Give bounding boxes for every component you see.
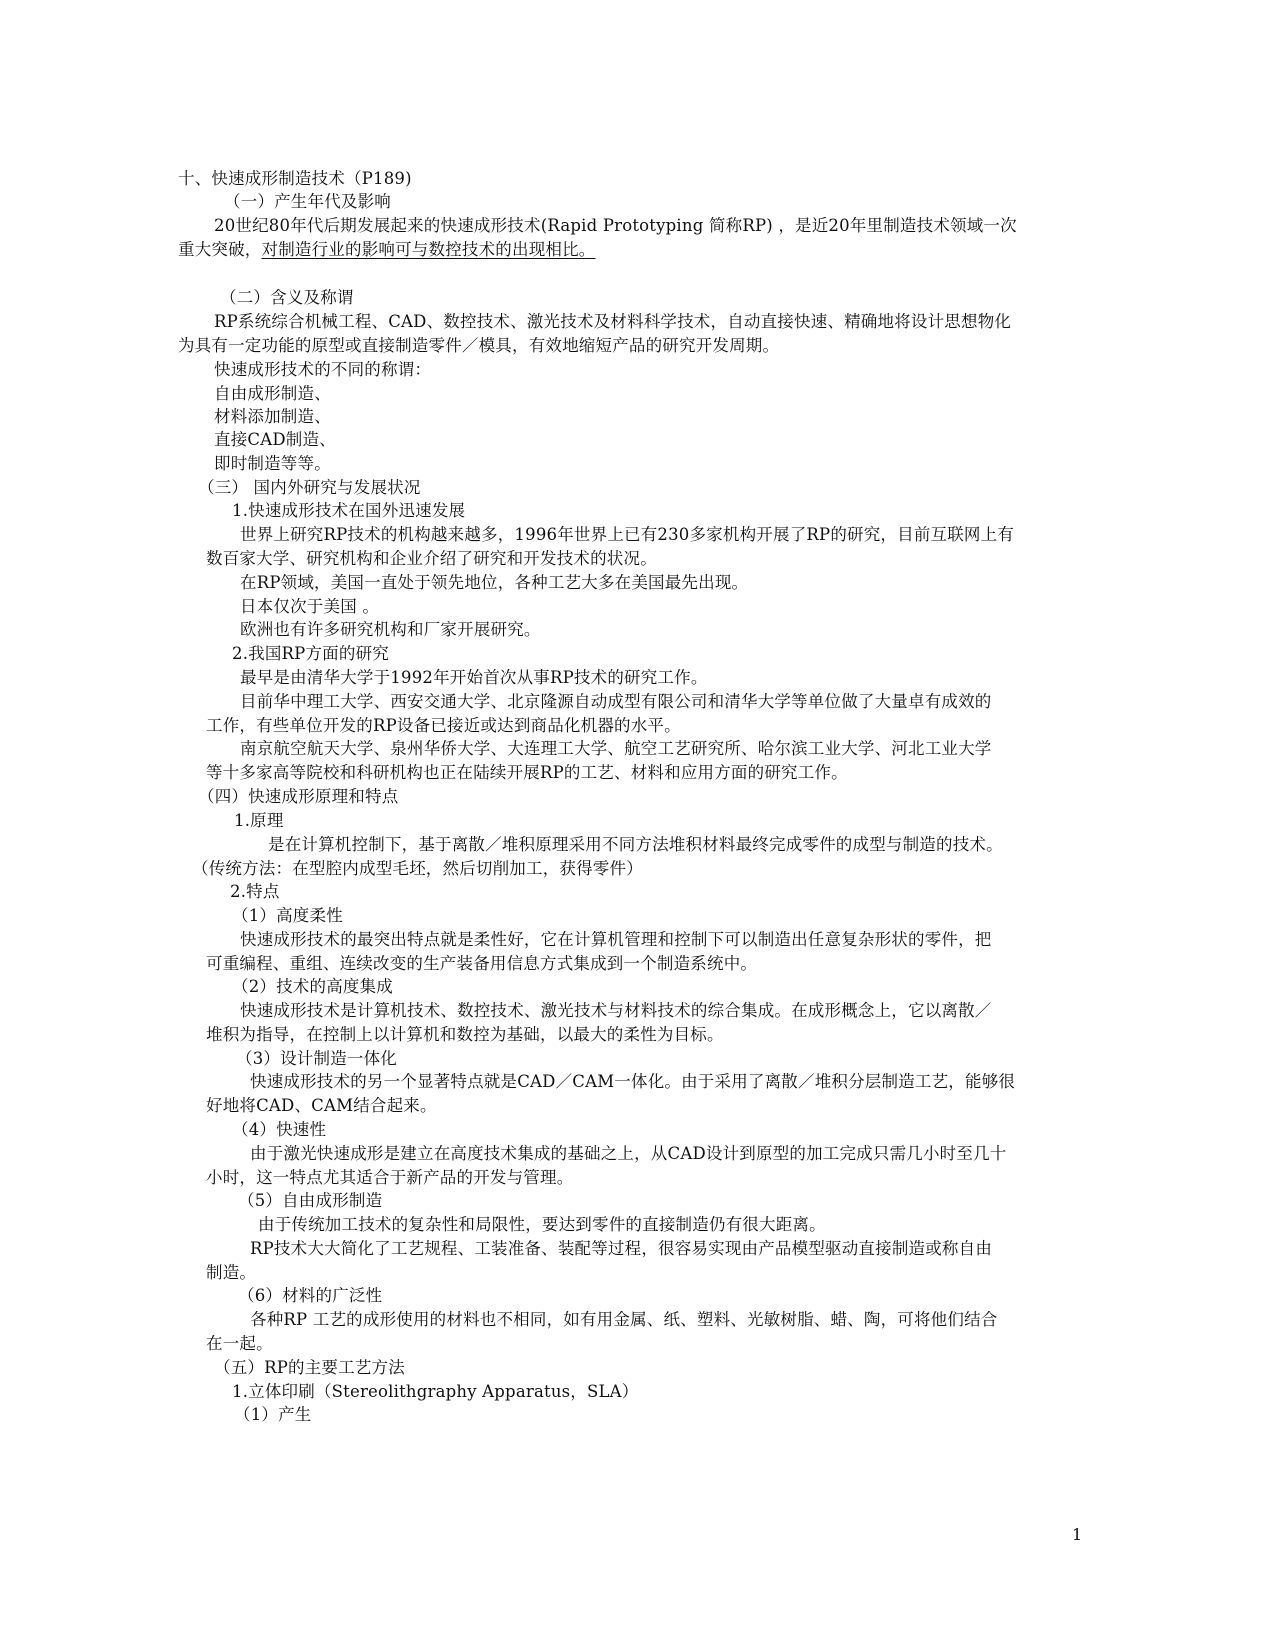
section-4-title: （四）快速成形原理和特点	[198, 787, 399, 806]
paragraph: 20世纪80年代后期发展起来的快速成形技术(Rapid Prototyping 简称RP) ，是近20年里制造技术领域一次	[214, 216, 1017, 235]
feature-title: （5）自由成形制造	[238, 1191, 383, 1210]
paragraph: 南京航空航天大学、泉州华侨大学、大连理工大学、航空工艺研究所、哈尔滨工业大学、河北工业大学	[240, 739, 992, 758]
paragraph-text: 重大突破，	[178, 240, 262, 259]
paragraph: 可重编程、重组、连续改变的生产装备用信息方式集成到一个制造系统中。	[206, 954, 758, 973]
section-2-title: （二）含义及称谓	[220, 288, 354, 307]
list-item: 材料添加制造、	[214, 407, 331, 426]
subsection-title: 1.快速成形技术在国外迅速发展	[232, 501, 466, 520]
paragraph-line	[178, 239, 596, 261]
paragraph: 欧洲也有许多研究机构和厂家开展研究。	[240, 620, 541, 639]
paragraph: （传统方法：在型腔内成型毛坯，然后切削加工，获得零件）	[192, 859, 643, 878]
paragraph: 由于传统加工技术的复杂性和局限性，要达到零件的直接制造仍有很大距离。	[258, 1215, 826, 1234]
paragraph: 是在计算机控制下，基于离散／堆积原理采用不同方法堆积材料最终完成零件的成型与制造的技术。	[268, 835, 1003, 854]
section-heading: 十、快速成形制造技术（P189)	[178, 169, 412, 188]
section-5-title: （五）RP的主要工艺方法	[214, 1358, 405, 1377]
paragraph: 各种RP 工艺的成形使用的材料也不相同，如有用金属、纸、塑料、光敏树脂、蜡、陶，可将他们结合	[250, 1310, 998, 1329]
paragraph: 在RP领域，美国一直处于领先地位，各种工艺大多在美国最先出现。	[240, 573, 749, 592]
paragraph: 工作，有些单位开发的RP设备已接近或达到商品化机器的水平。	[206, 716, 681, 735]
paragraph: 在一起。	[206, 1334, 273, 1353]
paragraph: 世界上研究RP技术的机构越来越多，1996年世界上已有230多家机构开展了RP的研究，目前互联网上有	[240, 525, 1015, 544]
list-item: 直接CAD制造、	[214, 430, 336, 449]
paragraph: 等十多家高等院校和科研机构也正在陆续开展RP的工艺、材料和应用方面的研究工作。	[206, 763, 848, 782]
section-3-title: （三） 国内外研究与发展状况	[198, 478, 421, 497]
paragraph: 快速成形技术是计算机技术、数控技术、激光技术与材料技术的综合集成。在成形概念上，它以离散／	[240, 1001, 992, 1020]
feature-title: （1）产生	[234, 1405, 312, 1424]
paragraph: 快速成形技术的最突出特点就是柔性好，它在计算机管理和控制下可以制造出任意复杂形状的零件，把	[240, 930, 992, 949]
list-item: 即时制造等等。	[214, 454, 331, 473]
paragraph: 数百家大学、研究机构和企业介绍了研究和开发技术的状况。	[206, 549, 657, 568]
feature-title: （6）材料的广泛性	[238, 1286, 383, 1305]
list-item: 自由成形制造、	[214, 384, 331, 403]
paragraph: RP系统综合机械工程、CAD、数控技术、激光技术及材料科学技术，自动直接快速、精确地将设计思想物化	[214, 312, 1012, 331]
paragraph: 目前华中理工大学、西安交通大学、北京隆源自动成型有限公司和清华大学等单位做了大量卓有成效的	[240, 692, 992, 711]
paragraph: 由于激光快速成形是建立在高度技术集成的基础之上，从CAD设计到原型的加工完成只需几小时至几十	[250, 1144, 1007, 1163]
paragraph: 为具有一定功能的原型或直接制造零件／模具，有效地缩短产品的研究开发周期。	[178, 336, 780, 355]
subsection-title: 1.立体印刷（Stereolithgraphy Apparatus，SLA）	[232, 1382, 639, 1401]
paragraph: 制造。	[206, 1263, 257, 1282]
page-number: 1	[1072, 1525, 1083, 1544]
subsection-title: 1.原理	[234, 811, 284, 830]
subsection-title: 2.特点	[230, 882, 280, 901]
paragraph: 快速成形技术的另一个显著特点就是CAD／CAM一体化。由于采用了离散／堆积分层制造工艺，能够很	[250, 1072, 1016, 1091]
paragraph: 堆积为指导，在控制上以计算机和数控为基础，以最大的柔性为目标。	[206, 1025, 724, 1044]
underlined-text: 对制造行业的影响可与数控技术的出现相比。	[261, 240, 596, 259]
paragraph: 小时，这一特点尤其适合于新产品的开发与管理。	[206, 1168, 574, 1187]
paragraph: 最早是由清华大学于1992年开始首次从事RP技术的研究工作。	[240, 668, 708, 687]
feature-title: （4）快速性	[232, 1120, 327, 1139]
feature-title: （3）设计制造一体化	[236, 1049, 397, 1068]
paragraph: 日本仅次于美国 。	[240, 597, 380, 616]
feature-title: （2）技术的高度集成	[232, 977, 393, 996]
subsection-title: 2.我国RP方面的研究	[232, 644, 389, 663]
paragraph: 好地将CAD、CAM结合起来。	[206, 1096, 437, 1115]
paragraph: 快速成形技术的不同的称谓：	[214, 360, 432, 379]
feature-title: （1）高度柔性	[232, 906, 343, 925]
paragraph: RP技术大大简化了工艺规程、工装准备、装配等过程，很容易实现由产品模型驱动直接制造或称自由	[250, 1239, 993, 1258]
section-1-title: （一）产生年代及影响	[224, 192, 391, 211]
